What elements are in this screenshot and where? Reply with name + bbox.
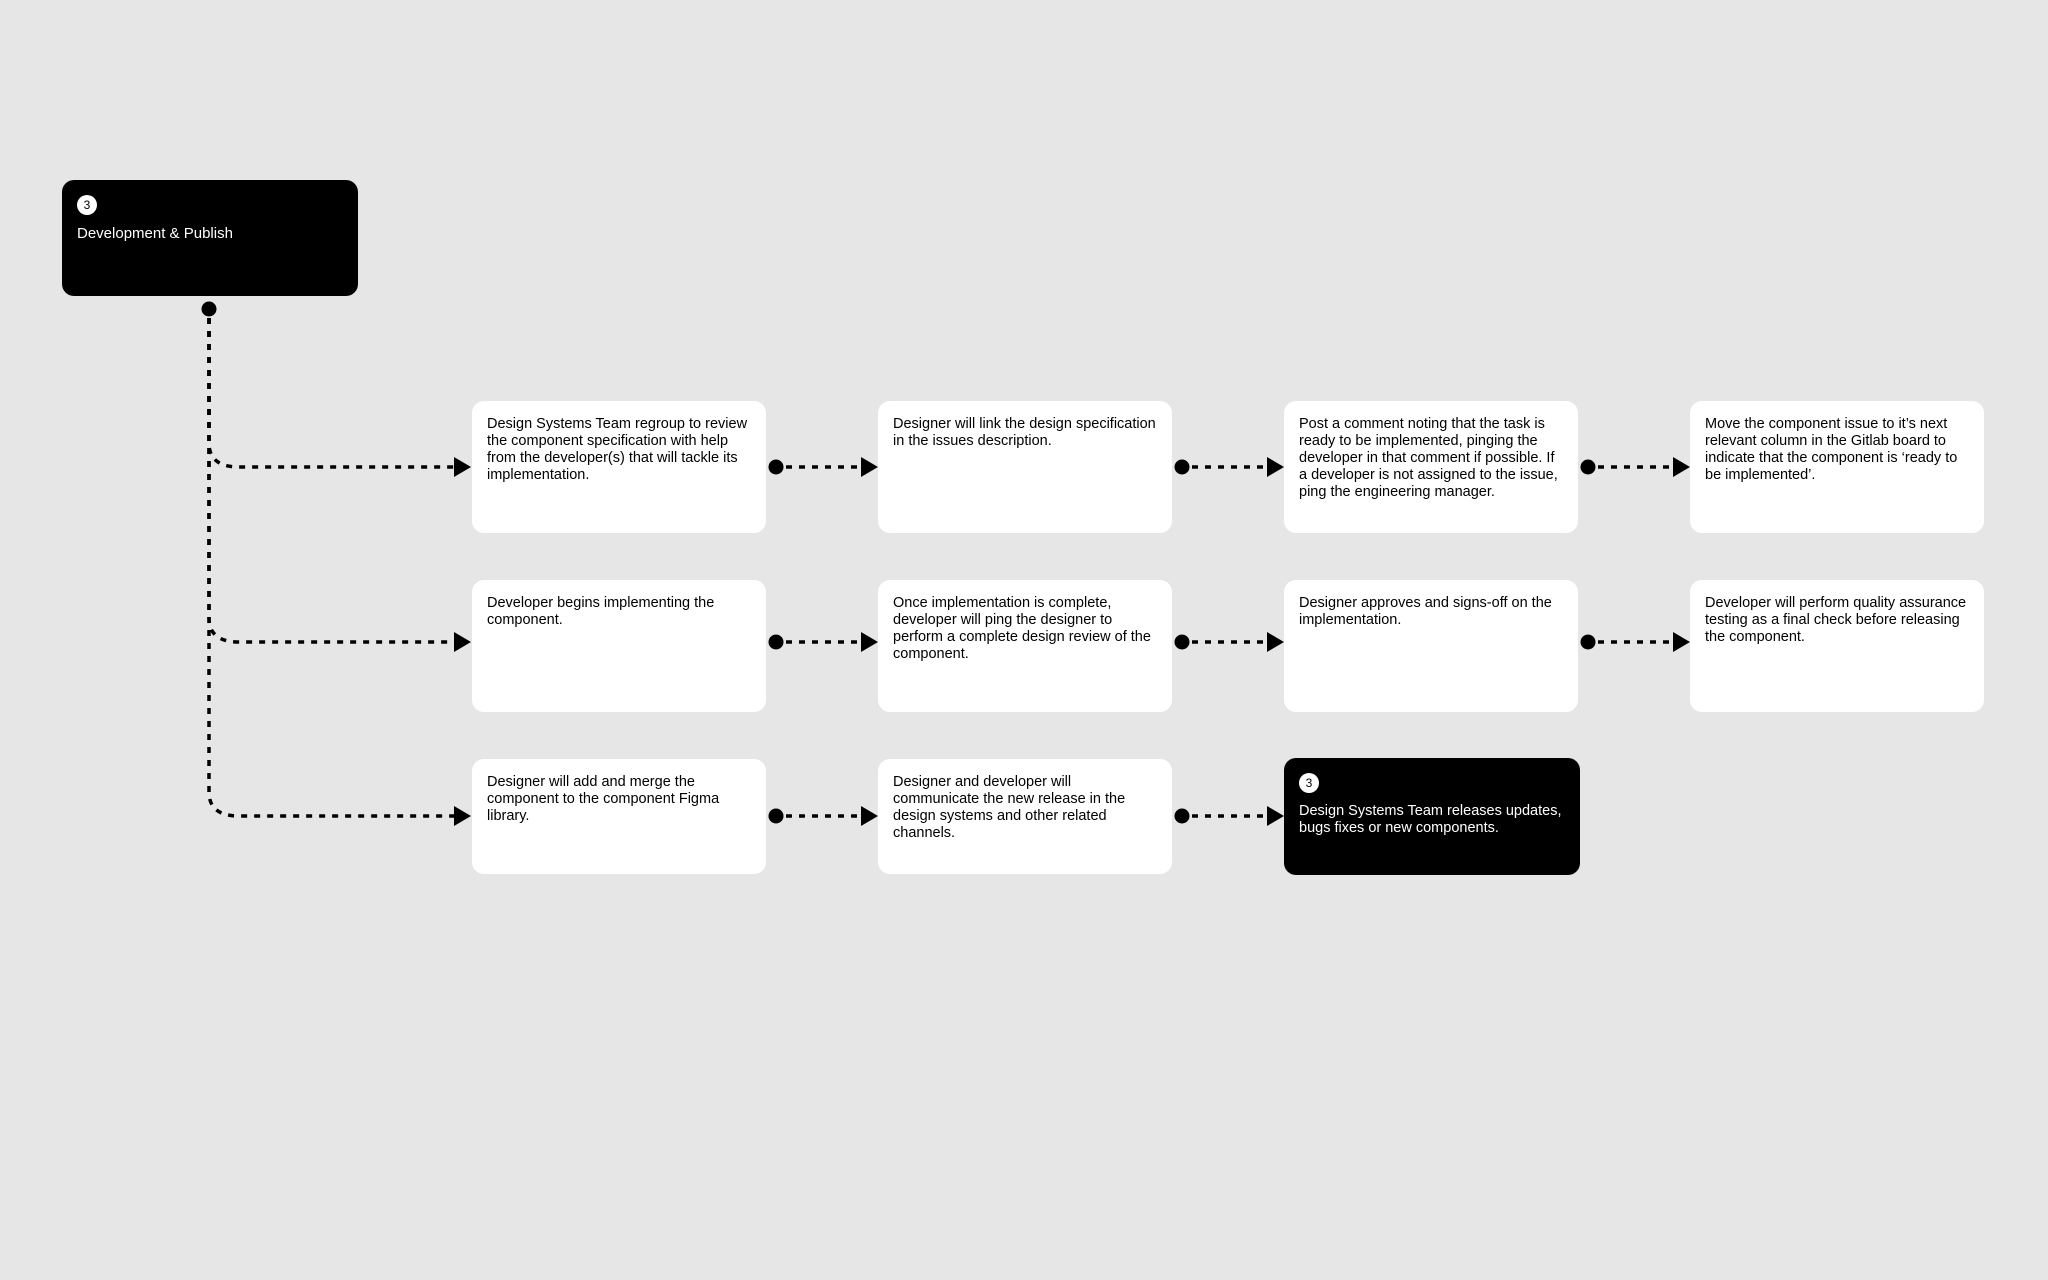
step-text: Designer and developer will communicate the new release in the design systems and other related channels.: [893, 774, 1126, 841]
connector-arrowhead: [861, 457, 878, 477]
connector-arrowhead: [1267, 806, 1284, 826]
branch-connector: [209, 318, 454, 642]
connector-arrowhead: [1673, 632, 1690, 652]
branch-connector: [209, 318, 454, 467]
connector-arrowhead: [454, 457, 471, 477]
connector-start-dot: [1581, 635, 1596, 650]
phase-number-badge: 3: [77, 195, 97, 215]
connector-arrowhead: [861, 806, 878, 826]
connector-arrowhead: [454, 806, 471, 826]
phase-card[interactable]: [62, 180, 358, 296]
connector-start-dot: [1175, 460, 1190, 475]
step-card[interactable]: [1690, 401, 1984, 533]
connector-start-dot: [1581, 460, 1596, 475]
connector-arrowhead: [454, 632, 471, 652]
connector-arrowhead: [1267, 632, 1284, 652]
step-card[interactable]: [878, 759, 1172, 874]
phase-title: Development & Publish: [77, 225, 233, 242]
step-text: Move the component issue to it’s next relevant column in the Gitlab board to indicate that the component is ‘ready to be implemented’.: [1705, 416, 1958, 483]
step-card[interactable]: [1284, 580, 1578, 712]
step-card[interactable]: [472, 401, 766, 533]
release-card[interactable]: [1284, 758, 1580, 875]
step-text: Designer will link the design specification in the issues description.: [893, 416, 1156, 449]
step-text: Post a comment noting that the task is ready to be implemented, pinging the developer in that comment if possible. If a developer is not assigned to the issue, ping the engineering manager.: [1299, 416, 1558, 500]
step-card[interactable]: [472, 759, 766, 874]
connector-start-dot: [1175, 635, 1190, 650]
step-card[interactable]: [878, 401, 1172, 533]
step-card[interactable]: [1690, 580, 1984, 712]
connector-start-dot: [769, 809, 784, 824]
step-card[interactable]: [878, 580, 1172, 712]
connector-arrowhead: [861, 632, 878, 652]
step-text: Design Systems Team regroup to review the component specification with help from the developer(s) that will tackle its implementation.: [487, 416, 748, 483]
connector-start-dot: [769, 635, 784, 650]
connector-start-dot: [202, 302, 217, 317]
connector-start-dot: [1175, 809, 1190, 824]
step-card[interactable]: [472, 580, 766, 712]
step-text: Developer will perform quality assurance testing as a final check before releasing the component.: [1705, 595, 1967, 645]
connector-arrowhead: [1673, 457, 1690, 477]
step-text: Designer approves and signs-off on the implementation.: [1299, 595, 1552, 628]
connector-arrowhead: [1267, 457, 1284, 477]
step-text: Once implementation is complete, developer will ping the designer to perform a complete design review of the component.: [893, 595, 1151, 662]
release-text: Design Systems Team releases updates, bugs fixes or new components.: [1299, 803, 1562, 836]
release-number-badge: 3: [1299, 773, 1319, 793]
step-card[interactable]: [1284, 401, 1578, 533]
step-text: Designer will add and merge the component to the component Figma library.: [487, 774, 720, 824]
branch-connector: [209, 318, 454, 816]
step-text: Developer begins implementing the component.: [487, 595, 715, 628]
connector-start-dot: [769, 460, 784, 475]
